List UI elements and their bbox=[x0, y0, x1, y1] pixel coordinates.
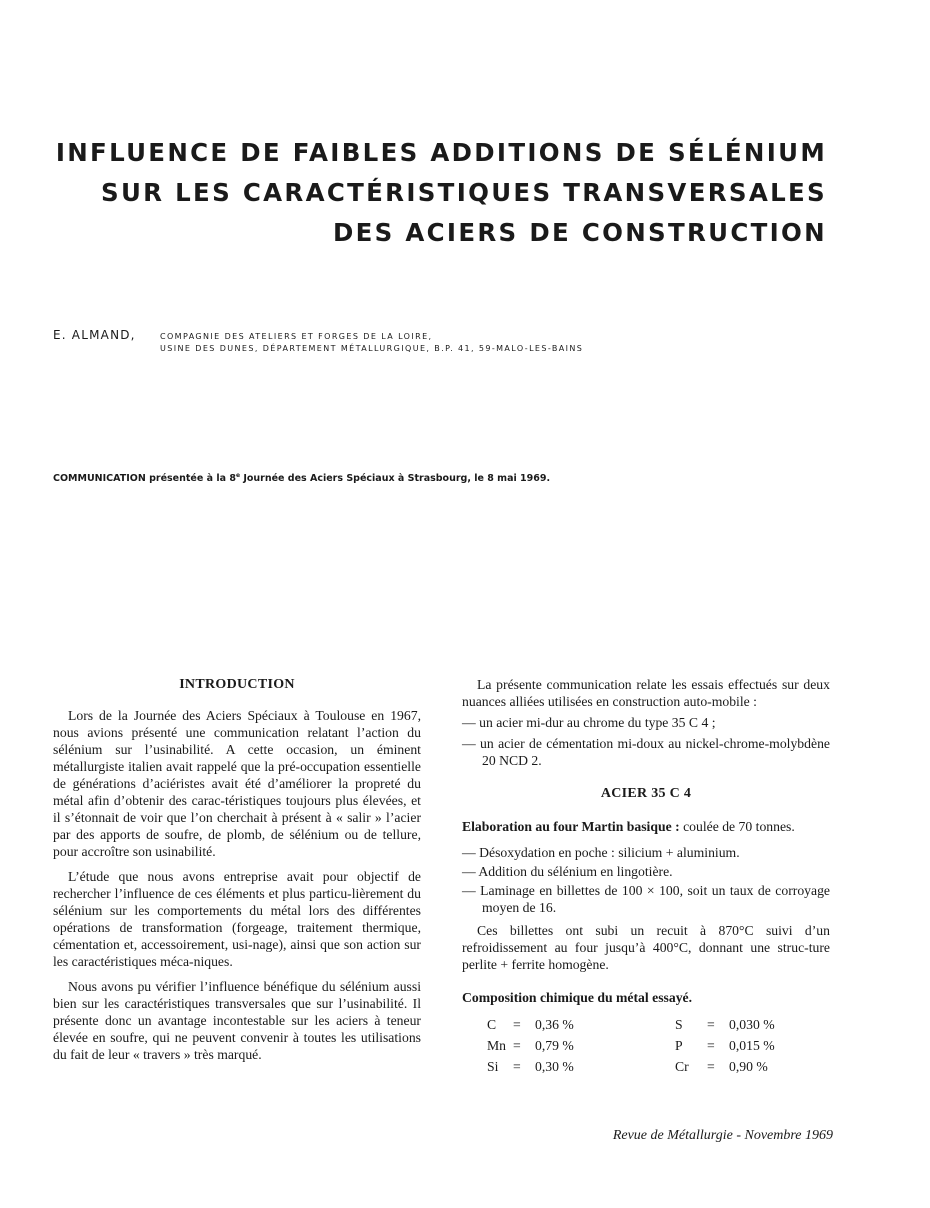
intro-paragraph: Nous avons pu vérifier l’influence bénéfique du sélénium aussi bien sur les caractéristiques transversales que sur l’usinabilité. Il présente donc un avantage incontestable sur les aciers à teneur élevée en soufre, qui ne peuvent convenir à toutes les utilisations du fait de leur « travers » très marqué. bbox=[53, 979, 421, 1062]
elaboration-item: — Addition du sélénium en lingotière. bbox=[462, 864, 673, 879]
title-line-3: DES ACIERS DE CONSTRUCTION bbox=[332, 218, 827, 247]
equals-sign: = bbox=[513, 1017, 521, 1032]
element-value: 0,30 % bbox=[535, 1059, 574, 1074]
composition-heading: Composition chimique du métal essayé. bbox=[462, 990, 693, 1005]
section-heading-35c4: ACIER 35 C 4 bbox=[600, 786, 692, 801]
composition-row bbox=[487, 1056, 775, 1077]
right-column bbox=[462, 676, 830, 1077]
journal-footer: Revue de Métallurgie - Novembre 1969 bbox=[612, 1128, 833, 1143]
elaboration-item: — Désoxydation en poche : silicium + aluminium. bbox=[462, 845, 740, 860]
communication-note bbox=[53, 472, 550, 484]
equals-sign: = bbox=[707, 1038, 715, 1053]
element-value: 0,030 % bbox=[729, 1017, 775, 1032]
communication-prefix: COMMUNICATION bbox=[53, 473, 146, 485]
element-value: 0,90 % bbox=[729, 1059, 768, 1074]
author-name: E. ALMAND, bbox=[53, 328, 136, 342]
element-symbol: C bbox=[487, 1017, 497, 1032]
element-symbol: S bbox=[675, 1017, 683, 1032]
title-line-2: SUR LES CARACTÉRISTIQUES TRANSVERSALES bbox=[101, 178, 827, 207]
element-value: 0,36 % bbox=[535, 1017, 574, 1032]
author-affiliation bbox=[160, 331, 583, 355]
elaboration-paragraph bbox=[462, 818, 830, 835]
composition-row bbox=[487, 1014, 775, 1035]
affiliation-line-1: COMPAGNIE DES ATELIERS ET FORGES DE LA LOIRE, bbox=[160, 332, 433, 341]
billettes-paragraph: Ces billettes ont subi un recuit à 870°C suivi d’un refroidissement au four jusqu’à 400°C, donnant une struc-ture perlite + ferrite homogène. bbox=[462, 923, 830, 972]
left-column bbox=[53, 676, 421, 1063]
scope-item: — un acier mi-dur au chrome du type 35 C 4 ; bbox=[462, 715, 716, 730]
elaboration-label: Elaboration au four Martin basique : bbox=[462, 819, 680, 834]
affiliation-line-2: USINE DES DUNES, DÉPARTEMENT MÉTALLURGIQUE, B.P. 41, 59-MALO-LES-BAINS bbox=[160, 344, 584, 353]
communication-ordinal: e bbox=[235, 472, 241, 479]
elaboration-text: coulée de 70 tonnes. bbox=[679, 819, 795, 834]
element-symbol: Mn bbox=[487, 1038, 507, 1053]
equals-sign: = bbox=[707, 1059, 715, 1074]
element-symbol: P bbox=[675, 1038, 683, 1053]
equals-sign: = bbox=[513, 1059, 521, 1074]
element-symbol: Cr bbox=[675, 1059, 689, 1074]
communication-text-a: présentée à la 8 bbox=[145, 473, 236, 485]
scope-item: — un acier de cémentation mi-doux au nickel-chrome-molybdène 20 NCD 2. bbox=[462, 736, 830, 768]
elaboration-item: — Laminage en billettes de 100 × 100, soit un taux de corroyage moyen de 16. bbox=[462, 883, 830, 915]
equals-sign: = bbox=[707, 1017, 715, 1032]
element-value: 0,015 % bbox=[729, 1038, 775, 1053]
element-value: 0,79 % bbox=[535, 1038, 574, 1053]
title-line-1: INFLUENCE DE FAIBLES ADDITIONS DE SÉLÉNIUM bbox=[55, 138, 827, 167]
composition-table bbox=[487, 1014, 775, 1077]
element-symbol: Si bbox=[487, 1059, 499, 1074]
intro-paragraph: L’étude que nous avons entreprise avait pour objectif de rechercher l’influence de ces éléments et plus particu-lièrement du sélénium sur les comportements du métal lors des différentes opérations de transformation (forgeage, traitement thermique, cémentation et, accessoirement, usi-nage), ainsi que son action sur les caractéristiques méca-niques. bbox=[53, 869, 421, 969]
article-title bbox=[40, 133, 827, 253]
composition-row bbox=[487, 1035, 775, 1056]
communication-text-b: Journée des Aciers Spéciaux à Strasbourg, le 8 mai 1969. bbox=[240, 473, 551, 485]
intro-paragraph: Lors de la Journée des Aciers Spéciaux à Toulouse en 1967, nous avions présenté une communication relatant l’action du sélénium sur l’usinabilité. A cette occasion, un éminent métallurgiste italien avait rappelé que la pré-occupation essentielle de générations d’aciéristes avait été d’améliorer la propreté du métal afin d’obtenir des carac-téristiques toujours plus élevées, et il s’étonnait de voir que l’on cherchait à présent à « salir » l’acier par des apports de soufre, de plomb, de sélénium ou de tellure, pour accroître son usinabilité. bbox=[53, 708, 421, 859]
introduction-heading: INTRODUCTION bbox=[179, 677, 295, 692]
equals-sign: = bbox=[513, 1038, 521, 1053]
scope-paragraph: La présente communication relate les essais effectués sur deux nuances alliées utilisées en construction auto-mobile : bbox=[462, 677, 830, 709]
